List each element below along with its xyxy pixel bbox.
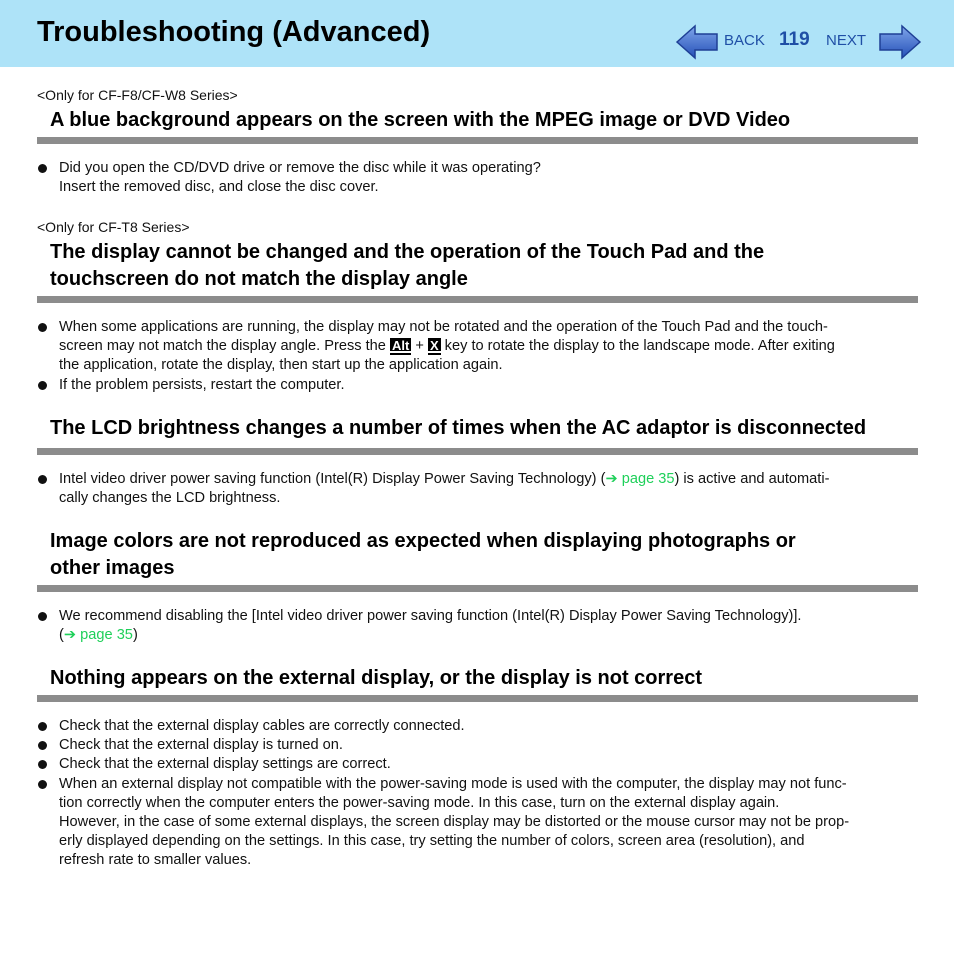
list-item: Check that the external display is turned on. — [59, 737, 343, 753]
text-run: Intel video driver power saving function (Intel(R) Display Power Saving Technology) ( — [59, 471, 606, 487]
list-item-line — [59, 470, 921, 489]
back-arrow-icon[interactable] — [675, 24, 719, 60]
next-link[interactable]: NEXT — [826, 32, 867, 49]
bullet-icon — [38, 780, 47, 789]
page-link-label: page 35 — [621, 471, 675, 487]
bullet-icon — [38, 323, 47, 332]
text-run: key to rotate the display to the landscape mode. After exiting — [440, 338, 835, 354]
section-title-line: other images — [50, 557, 175, 579]
bullet-icon — [38, 760, 47, 769]
list-item-line: Insert the removed disc, and close the disc cover. — [59, 179, 379, 195]
section-title-line: touchscreen do not match the display angle — [50, 268, 468, 290]
bullet-icon — [38, 612, 47, 621]
list-item — [59, 607, 921, 645]
text-run: ) — [132, 627, 138, 643]
text-run: ) is active and automati- — [674, 471, 830, 487]
list-item-line — [59, 337, 921, 356]
next-arrow-icon[interactable] — [878, 24, 922, 60]
model-note: <Only for CF-T8 Series> — [37, 219, 190, 235]
x-key: X — [429, 338, 439, 353]
list-item: Check that the external display settings are correct. — [59, 756, 391, 772]
section-title-mpeg: A blue background appears on the screen with the MPEG image or DVD Video — [50, 109, 791, 131]
page-title: Troubleshooting (Advanced) — [37, 16, 431, 48]
list-item-line: tion correctly when the computer enters the power-saving mode. In this case, turn on the external display again. — [59, 795, 780, 811]
bullet-icon — [38, 741, 47, 750]
list-item: If the problem persists, restart the computer. — [59, 377, 345, 393]
page-number: 119 — [779, 29, 810, 50]
list-item-line: erly displayed depending on the settings. In this case, try setting the number of colors, screen area (resolution), and — [59, 833, 805, 849]
text-run: screen may not match the display angle. Press the — [59, 338, 390, 354]
section-title-rotate — [50, 239, 900, 293]
bullet-icon — [38, 475, 47, 484]
section-title-lcd: The LCD brightness changes a number of times when the AC adaptor is disconnected — [50, 417, 867, 439]
section-rule — [37, 296, 918, 303]
arrow-right-icon: ➔ — [605, 471, 622, 487]
list-item — [59, 159, 921, 197]
list-item — [59, 775, 921, 870]
list-item-line: the application, rotate the display, then start up the application again. — [59, 357, 503, 373]
section-rule — [37, 695, 918, 702]
list-item-line — [59, 626, 921, 645]
bullet-icon — [38, 722, 47, 731]
section-title-line: Image colors are not reproduced as expected when displaying photographs or — [50, 530, 796, 552]
page-link-label: page 35 — [80, 627, 133, 643]
section-title-colors — [50, 528, 900, 582]
bullet-icon — [38, 381, 47, 390]
arrow-right-icon: ➔ — [63, 627, 81, 643]
list-item-line: Did you open the CD/DVD drive or remove the disc while it was operating? — [59, 160, 541, 176]
list-item-line: When an external display not compatible with the power-saving mode is used with the computer, the display may not func- — [59, 776, 847, 792]
list-item-line: When some applications are running, the display may not be rotated and the operation of the Touch Pad and the touch- — [59, 319, 828, 335]
list-item-line: refresh rate to smaller values. — [59, 852, 252, 868]
list-item — [59, 470, 921, 508]
section-rule — [37, 137, 918, 144]
list-item-line: We recommend disabling the [Intel video driver power saving function (Intel(R) Display Power Saving Technology)]. — [59, 608, 802, 624]
section-rule — [37, 585, 918, 592]
alt-key: Alt — [391, 338, 410, 353]
section-title-external: Nothing appears on the external display, or the display is not correct — [50, 667, 702, 689]
list-item: Check that the external display cables are correctly connected. — [59, 718, 465, 734]
page-link[interactable] — [64, 627, 133, 643]
section-rule — [37, 448, 918, 455]
page-link[interactable] — [605, 471, 674, 487]
text-run: ( — [59, 627, 64, 643]
back-link[interactable]: BACK — [724, 32, 765, 49]
model-note: <Only for CF-F8/CF-W8 Series> — [37, 87, 238, 103]
list-item-line: However, in the case of some external displays, the screen display may be distorted or the mouse cursor may not be prop- — [59, 814, 850, 830]
bullet-icon — [38, 164, 47, 173]
list-item-line: cally changes the LCD brightness. — [59, 490, 281, 506]
list-item — [59, 318, 921, 375]
text-run: + — [411, 338, 428, 354]
section-title-line: The display cannot be changed and the operation of the Touch Pad and the — [50, 241, 765, 263]
